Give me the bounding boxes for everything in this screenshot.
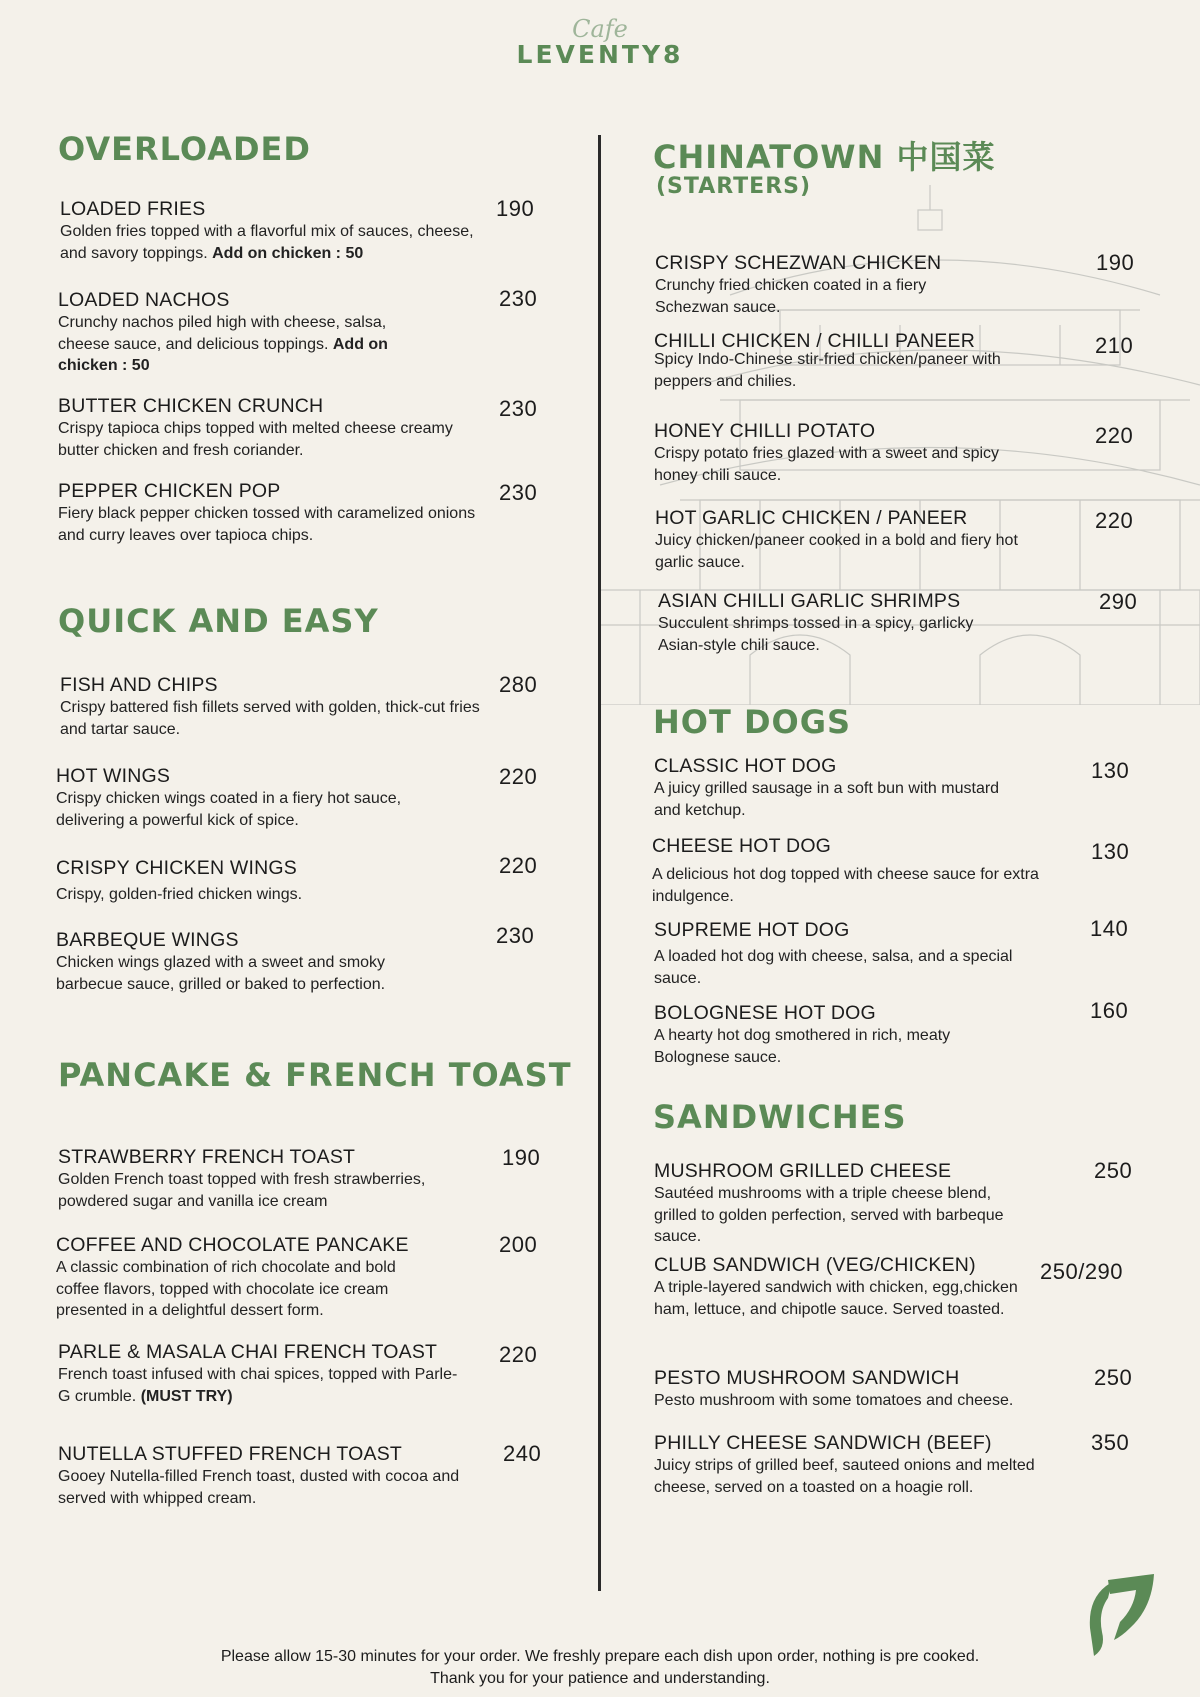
- item-name: HOT WINGS: [56, 765, 171, 787]
- item-price: 250: [1094, 1158, 1133, 1183]
- item-price: 160: [1090, 998, 1129, 1023]
- item-name: HOT GARLIC CHICKEN / PANEER: [655, 507, 968, 529]
- menu-item-loaded-nachos: [58, 288, 438, 377]
- item-description: A delicious hot dog topped with cheese sauce for extra indulgence.: [652, 866, 1039, 905]
- item-price: 190: [502, 1145, 541, 1170]
- item-name: COFFEE AND CHOCOLATE PANCAKE: [56, 1234, 409, 1256]
- item-price: 240: [503, 1441, 542, 1466]
- item-price: 350: [1091, 1430, 1130, 1455]
- item-addon: (MUST TRY): [140, 1387, 233, 1405]
- item-price: 230: [496, 923, 535, 948]
- logo-script-text: Cafe: [572, 15, 628, 43]
- item-description: A juicy grilled sausage in a soft bun with mustard and ketchup.: [654, 780, 1000, 819]
- item-name: BOLOGNESE HOT DOG: [654, 1002, 876, 1024]
- item-price: 250: [1094, 1365, 1133, 1390]
- section-title-overloaded: OVERLOADED: [58, 130, 311, 168]
- menu-item-barbeque-wings: [56, 928, 456, 995]
- footer-note: [0, 1646, 1200, 1690]
- item-price: 220: [499, 764, 538, 789]
- section-title-chinatown: CHINATOWN 中国菜: [653, 138, 996, 176]
- menu-item-butter-chicken-crunch: [58, 394, 458, 461]
- section-title-quick-and-easy: QUICK AND EASY: [58, 602, 379, 640]
- item-price: 250/290: [1040, 1259, 1124, 1284]
- item-name: SUPREME HOT DOG: [654, 919, 850, 941]
- item-name: BUTTER CHICKEN CRUNCH: [58, 395, 324, 417]
- item-description: Juicy chicken/paneer cooked in a bold and fiery hot garlic sauce.: [655, 532, 1018, 571]
- menu-item-cheese-hot-dog: [652, 834, 1052, 907]
- item-price: 130: [1091, 758, 1130, 783]
- footer-line-2: Thank you for your patience and understanding.: [430, 1670, 770, 1687]
- item-name: CRISPY SCHEZWAN CHICKEN: [655, 252, 942, 274]
- item-price: 140: [1090, 916, 1129, 941]
- item-price: 220: [499, 1342, 538, 1367]
- item-description: Juicy strips of grilled beef, sauteed onions and melted cheese, served on a toasted on a hoagie roll.: [654, 1457, 1035, 1496]
- menu-item-crispy-schezwan-chicken: [655, 251, 985, 318]
- item-price: 210: [1095, 333, 1134, 358]
- item-addon: Add on chicken : 50: [58, 335, 388, 374]
- item-name: HONEY CHILLI POTATO: [654, 420, 876, 442]
- item-price: 130: [1091, 839, 1130, 864]
- item-price: 220: [499, 853, 538, 878]
- item-description: Crispy potato fries glazed with a sweet and spicy honey chili sauce.: [654, 445, 1000, 484]
- item-description: Crispy battered fish fillets served with golden, thick-cut fries and tartar sauce.: [60, 699, 480, 738]
- item-description: A classic combination of rich chocolate and bold coffee flavors, topped with chocolate ice cream presented in a delightful dessert form.: [56, 1259, 396, 1319]
- menu-item-philly-cheese-sandwich: [654, 1431, 1074, 1498]
- item-price: 200: [499, 1232, 538, 1257]
- menu-item-parle-masala-chai-french-toast: [58, 1340, 458, 1407]
- item-name: CHILLI CHICKEN / CHILLI PANEER: [654, 330, 975, 352]
- item-price: 220: [1095, 508, 1134, 533]
- item-price: 190: [496, 196, 535, 221]
- item-description: Gooey Nutella-filled French toast, dusted with cocoa and served with whipped cream.: [58, 1468, 460, 1507]
- item-name: LOADED NACHOS: [58, 289, 230, 311]
- menu-item-mushroom-grilled-cheese: [654, 1159, 1034, 1248]
- item-description: A hearty hot dog smothered in rich, meaty Bolognese sauce.: [654, 1027, 951, 1066]
- item-price: 230: [499, 396, 538, 421]
- section-subtitle-starters: (STARTERS): [656, 174, 812, 199]
- menu-item-crispy-chicken-wings: [56, 856, 456, 906]
- item-description: A loaded hot dog with cheese, salsa, and a special sauce.: [654, 948, 1013, 987]
- item-name: PESTO MUSHROOM SANDWICH: [654, 1367, 960, 1389]
- menu-item-club-sandwich: [654, 1253, 1024, 1320]
- item-description: A triple-layered sandwich with chicken, egg,chicken ham, lettuce, and chipotle sauce. Served toasted.: [654, 1279, 1018, 1318]
- item-description: Fiery black pepper chicken tossed with caramelized onions and curry leaves over tapioca chips.: [58, 505, 476, 544]
- logo-name: LEVENTY8: [516, 40, 684, 69]
- item-price: 220: [1095, 423, 1134, 448]
- item-price: 230: [499, 286, 538, 311]
- section-title-hot-dogs: HOT DOGS: [653, 703, 852, 741]
- item-name: CLUB SANDWICH (VEG/CHICKEN): [654, 1254, 976, 1276]
- menu-item-bolognese-hot-dog: [654, 1001, 1014, 1068]
- menu-item-asian-chilli-garlic-shrimps: [658, 589, 1018, 656]
- menu-item-supreme-hot-dog: [654, 918, 1064, 989]
- item-name: ASIAN CHILLI GARLIC SHRIMPS: [658, 590, 961, 612]
- item-description: Golden fries topped with a flavorful mix of sauces, cheese, and savory toppings. Add on chicken : 50: [60, 223, 474, 262]
- menu-item-classic-hot-dog: [654, 754, 1014, 821]
- item-addon: Add on chicken : 50: [212, 244, 364, 262]
- item-name: PHILLY CHEESE SANDWICH (BEEF): [654, 1432, 992, 1454]
- item-name: MUSHROOM GRILLED CHEESE: [654, 1160, 952, 1182]
- item-description: Crispy tapioca chips topped with melted cheese creamy butter chicken and fresh coriander.: [58, 420, 453, 459]
- menu-item-chilli-chicken-paneer: [654, 329, 1014, 392]
- item-description: Crispy chicken wings coated in a fiery hot sauce, delivering a powerful kick of spice.: [56, 790, 402, 829]
- menu-item-hot-garlic-chicken-paneer: [655, 506, 1035, 573]
- menu-item-pepper-chicken-pop: [58, 479, 478, 546]
- item-price: 280: [499, 672, 538, 697]
- cafe-logo: [0, 15, 1200, 69]
- item-description: Pesto mushroom with some tomatoes and cheese.: [654, 1392, 1014, 1409]
- item-price: 290: [1099, 589, 1138, 614]
- item-price: 190: [1096, 250, 1135, 275]
- item-name: STRAWBERRY FRENCH TOAST: [58, 1146, 356, 1168]
- item-description: Chicken wings glazed with a sweet and smoky barbecue sauce, grilled or baked to perfection.: [56, 954, 386, 993]
- menu-item-loaded-fries: [60, 197, 480, 264]
- menu-item-nutella-stuffed-french-toast: [58, 1442, 478, 1509]
- item-description: Crunchy nachos piled high with cheese, salsa, cheese sauce, and delicious toppings. Add on chicken : 50: [58, 314, 388, 374]
- section-title-pancake-french-toast: PANCAKE & FRENCH TOAST: [58, 1056, 572, 1094]
- section-title-sandwiches: SANDWICHES: [653, 1098, 907, 1136]
- item-description: Golden French toast topped with fresh strawberries, powdered sugar and vanilla ice cream: [58, 1171, 426, 1210]
- item-name: LOADED FRIES: [60, 198, 206, 220]
- footer-line-1: Please allow 15-30 minutes for your order. We freshly prepare each dish upon order, nothing is pre cooked.: [220, 1648, 980, 1665]
- column-divider: [598, 135, 601, 1591]
- item-name: PARLE & MASALA CHAI FRENCH TOAST: [58, 1341, 438, 1363]
- menu-item-hot-wings: [56, 764, 456, 831]
- item-name: NUTELLA STUFFED FRENCH TOAST: [58, 1443, 403, 1465]
- item-description: Succulent shrimps tossed in a spicy, garlicky Asian-style chili sauce.: [658, 615, 974, 654]
- menu-item-fish-and-chips: [60, 673, 480, 740]
- menu-item-pesto-mushroom-sandwich: [654, 1366, 1074, 1412]
- item-name: FISH AND CHIPS: [60, 674, 218, 696]
- item-name: BARBEQUE WINGS: [56, 929, 239, 951]
- menu-item-coffee-chocolate-pancake: [56, 1233, 436, 1322]
- menu-item-strawberry-french-toast: [58, 1145, 478, 1212]
- item-name: CHEESE HOT DOG: [652, 835, 832, 857]
- item-description: Spicy Indo-Chinese stir-fried chicken/paneer with peppers and chilies.: [654, 351, 1001, 390]
- menu-item-honey-chilli-potato: [654, 419, 1014, 486]
- item-name: PEPPER CHICKEN POP: [58, 480, 281, 502]
- item-description: French toast infused with chai spices, topped with Parle-G crumble. (MUST TRY): [58, 1366, 458, 1405]
- item-name: CRISPY CHICKEN WINGS: [56, 857, 297, 879]
- item-name: CLASSIC HOT DOG: [654, 755, 837, 777]
- item-price: 230: [499, 480, 538, 505]
- item-description: Sautéed mushrooms with a triple cheese blend, grilled to golden perfection, served with barbeque sauce.: [654, 1185, 1004, 1245]
- item-description: Crunchy fried chicken coated in a fiery Schezwan sauce.: [655, 277, 927, 316]
- item-description: Crispy, golden-fried chicken wings.: [56, 886, 303, 903]
